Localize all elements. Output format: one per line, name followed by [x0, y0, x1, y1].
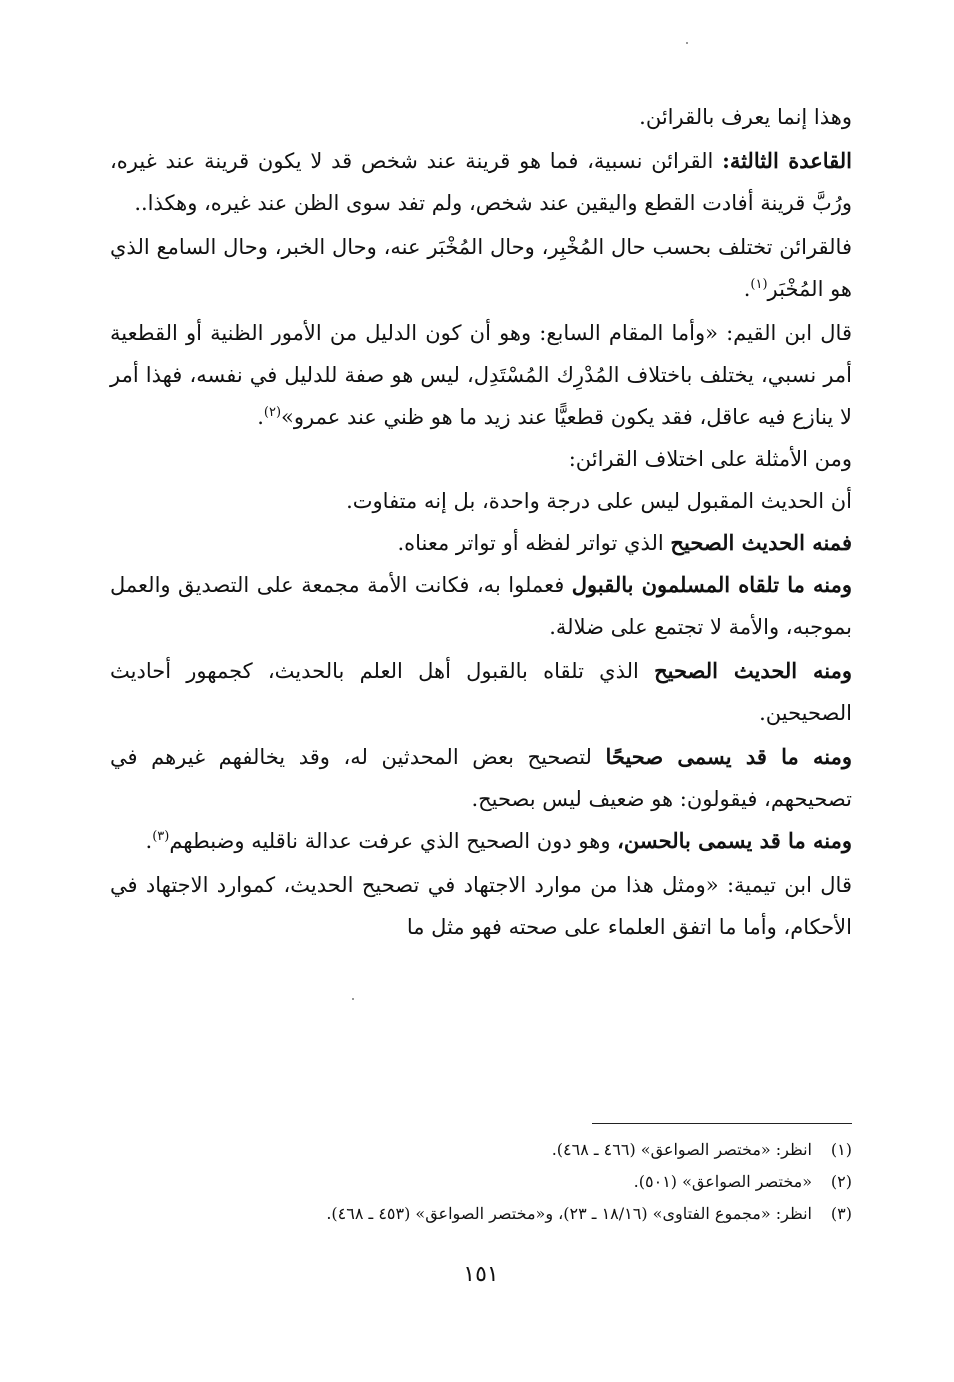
- scan-speck: [686, 42, 688, 44]
- footnote-number: (٢): [830, 1172, 852, 1191]
- page-body: [110, 96, 853, 1287]
- paragraph-1: [110, 96, 852, 138]
- paragraph-3: [110, 226, 852, 310]
- paragraph-text: القرائن نسبية، فما هو قرينة عند شخص قد لا يكون قرينة عند غيره، ورُبَّ قرينة أفادت القطع واليقين عند شخص، ولم تفد سوى الظن عند غيره، وهكذا..: [110, 149, 852, 215]
- paragraph-text: وهو دون الصحيح الذي عرفت عدالة ناقليه وضبطهم: [169, 829, 618, 853]
- page-number: ١٥١: [463, 1262, 499, 1287]
- paragraph-text: فالقرائن تختلف بحسب حال المُخْبِر، وحال المُخْبَر عنه، وحال الخبر، وحال السامع الذي هو المُخْبَر: [110, 235, 852, 301]
- paragraph-text: وهذا إنما يعرف بالقرائن.: [639, 105, 852, 129]
- paragraph-7: [110, 522, 852, 564]
- paragraph-5: [110, 438, 852, 480]
- paragraph-10: [110, 736, 852, 820]
- paragraph-text: فعملوا به، فكانت الأمة مجمعة على التصديق والعمل بموجبه، والأمة لا تجتمع على ضلالة.: [110, 573, 852, 639]
- paragraph-heading: فمنه الحديث الصحيح: [670, 530, 852, 555]
- footnote-number: (٣): [830, 1204, 852, 1223]
- paragraph-tail: .: [743, 277, 751, 301]
- footnote-reference[interactable]: (١): [750, 277, 768, 292]
- footnote-text: انظر: «مختصر الصواعق» (٤٦٦ ـ ٤٦٨).: [551, 1140, 812, 1159]
- footnote-2: [110, 1166, 852, 1198]
- footnote-divider: [592, 1123, 852, 1124]
- paragraph-text: قال ابن تيمية: «ومثل هذا من موارد الاجتهاد في تصحيح الحديث، كموارد الاجتهاد في الأحكام، وأما ما اتفق العلماء على صحته فهو مثل ما: [110, 873, 852, 939]
- paragraph-12: [110, 864, 852, 948]
- paragraph-heading: ومنه ما قد يسمى بالحسن،: [617, 828, 852, 853]
- paragraph-9: [110, 650, 852, 734]
- footnote-1: [110, 1134, 852, 1166]
- footnote-number: (١): [830, 1140, 852, 1159]
- scan-speck: [352, 998, 354, 1000]
- paragraph-text: الذي تلقاه بالقبول أهل العلم بالحديث، كجمهور أحاديث الصحيحين.: [110, 659, 852, 725]
- paragraph-heading: ومنه ما قد يسمى صحيحًا: [605, 744, 852, 769]
- paragraph-text: ومن الأمثلة على اختلاف القرائن:: [568, 447, 852, 471]
- paragraph-heading: ومنه ما تلقاه المسلمون بالقبول: [571, 572, 852, 597]
- footnote-3: [110, 1198, 852, 1230]
- paragraph-11: [110, 820, 852, 862]
- footnote-text: انظر: «مجموع الفتاوى» (١٨/١٦ ـ ٢٣)، و«مختصر الصواعق» (٤٥٣ ـ ٤٦٨).: [326, 1204, 812, 1223]
- paragraph-8: [110, 564, 852, 648]
- paragraph-text: قال ابن القيم: «وأما المقام السابع: وهو أن كون الدليل من الأمور الظنية أو القطعية أمر نسبي، يختلف باختلاف المُدْرِك المُسْتَدِل، ليس هو صفة للدليل في نفسه، فهذا أمر لا ينازع فيه عاقل، فقد يكون قطعيًّا عند زيد ما هو ظني عند عمرو»: [110, 321, 852, 429]
- paragraph-tail: .: [257, 405, 264, 429]
- paragraph-4: [110, 312, 852, 438]
- paragraph-text: الذي تواتر لفظه أو تواتر معناه.: [397, 531, 671, 555]
- paragraph-6: [110, 480, 852, 522]
- footnote-reference[interactable]: (٢): [263, 405, 282, 420]
- paragraph-heading: ومنه الحديث الصحيح: [654, 658, 852, 683]
- paragraph-text: أن الحديث المقبول ليس على درجة واحدة، بل إنه متفاوت.: [346, 489, 852, 513]
- paragraph-tail: .: [145, 829, 153, 853]
- paragraph-2: [110, 140, 852, 224]
- paragraph-heading: القاعدة الثالثة:: [722, 148, 853, 173]
- paragraph-text: لتصحيح بعض المحدثين له، وقد يخالفهم غيرهم في تصحيحهم، فيقولون: هو ضعيف ليس بصحيح.: [110, 745, 852, 811]
- footnotes: [110, 1134, 852, 1230]
- footnote-text: «مختصر الصواعق» (٥٠١).: [633, 1172, 812, 1191]
- footnote-reference[interactable]: (٣): [152, 829, 170, 844]
